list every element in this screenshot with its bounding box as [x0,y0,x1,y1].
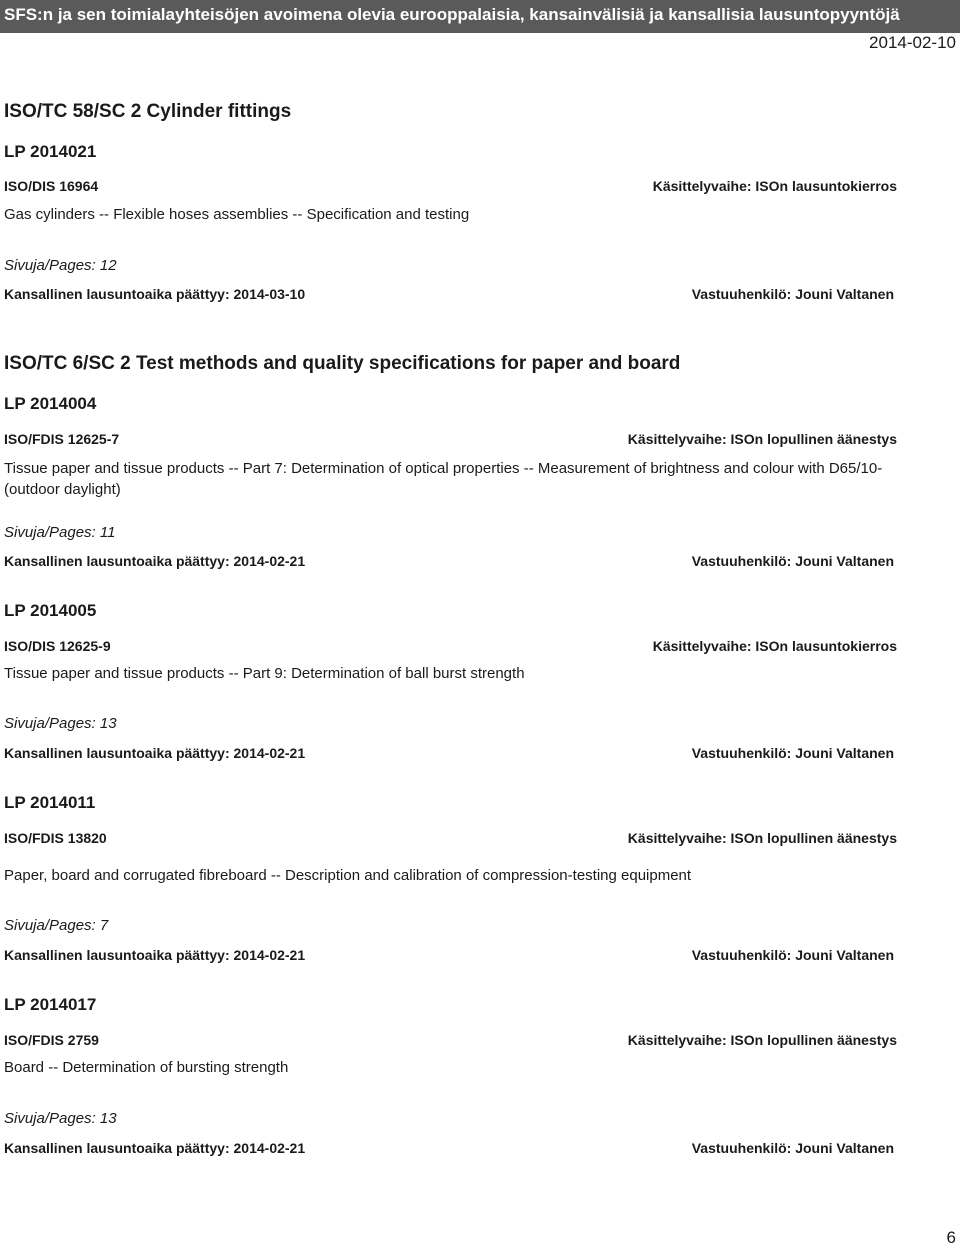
standard-title: Tissue paper and tissue products -- Part 9: Determination of ball burst strength [4,665,525,682]
comment-deadline: Kansallinen lausuntoaika päättyy: 2014-02-21 [4,1140,306,1156]
lp-number: LP 2014004 [4,394,97,413]
processing-stage: Käsittelyvaihe: ISOn lopullinen äänestys [627,830,897,846]
document-header-title: SFS:n ja sen toimialayhteisöjen avoimena olevia eurooppalaisia, kansainvälisiä ja kansallisia lausuntopyyntöjä [4,5,900,24]
comment-deadline: Kansallinen lausuntoaika päättyy: 2014-02-21 [4,745,306,761]
standard-code: ISO/FDIS 2759 [4,1032,99,1048]
contact-person: Vastuuhenkilö: Jouni Valtanen [691,1140,894,1156]
standard-title: Paper, board and corrugated fibreboard -- Description and calibration of compression-testing equipment [4,867,692,884]
committee-title: ISO/TC 58/SC 2 Cylinder fittings [4,101,292,122]
standard-title: Gas cylinders -- Flexible hoses assemblies -- Specification and testing [4,206,470,223]
standard-title: Board -- Determination of bursting strength [4,1059,289,1076]
standard-title: Tissue paper and tissue products -- Part 7: Determination of optical properties -- Measurement of brightness and colour with D65/10- (outdoor daylight) [4,460,883,498]
contact-person: Vastuuhenkilö: Jouni Valtanen [691,745,894,761]
contact-person: Vastuuhenkilö: Jouni Valtanen [691,286,894,302]
comment-deadline: Kansallinen lausuntoaika päättyy: 2014-02-21 [4,947,306,963]
document-date: 2014-02-10 [869,33,956,52]
contact-person: Vastuuhenkilö: Jouni Valtanen [691,947,894,963]
lp-number: LP 2014005 [4,601,97,620]
standard-code: ISO/FDIS 12625-7 [4,431,120,447]
page-count: Sivuja/Pages: 13 [4,1110,117,1127]
lp-number: LP 2014021 [4,142,97,161]
page-count: Sivuja/Pages: 11 [4,524,116,541]
standard-code: ISO/DIS 16964 [4,178,99,194]
page-count: Sivuja/Pages: 12 [4,257,117,274]
processing-stage: Käsittelyvaihe: ISOn lopullinen äänestys [627,431,897,447]
processing-stage: Käsittelyvaihe: ISOn lopullinen äänestys [627,1032,897,1048]
contact-person: Vastuuhenkilö: Jouni Valtanen [691,553,894,569]
page-number: 6 [946,1228,956,1247]
comment-deadline: Kansallinen lausuntoaika päättyy: 2014-02-21 [4,553,306,569]
committee-title: ISO/TC 6/SC 2 Test methods and quality specifications for paper and board [4,353,681,374]
page-count: Sivuja/Pages: 13 [4,715,117,732]
comment-deadline: Kansallinen lausuntoaika päättyy: 2014-03-10 [4,286,306,302]
lp-number: LP 2014011 [4,793,96,812]
page-count: Sivuja/Pages: 7 [4,917,109,934]
standard-code: ISO/DIS 12625-9 [4,638,111,654]
header-bar [0,0,960,33]
standard-code: ISO/FDIS 13820 [4,830,107,846]
lp-number: LP 2014017 [4,995,97,1014]
processing-stage: Käsittelyvaihe: ISOn lausuntokierros [652,178,897,194]
processing-stage: Käsittelyvaihe: ISOn lausuntokierros [652,638,897,654]
